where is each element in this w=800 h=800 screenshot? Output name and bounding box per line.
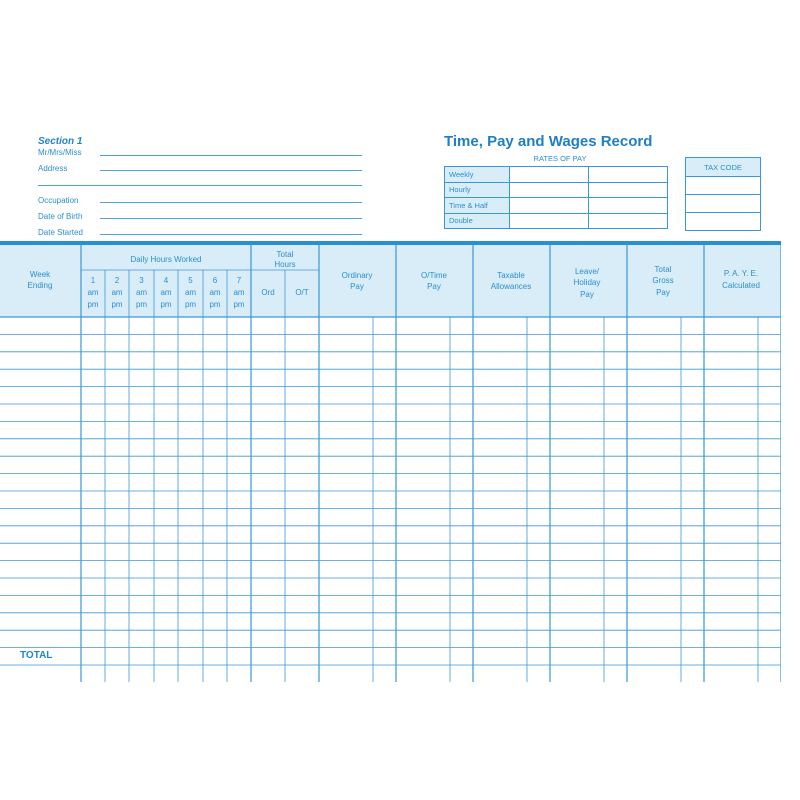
day-number: 2	[114, 276, 120, 285]
header-ordinary-pay: Pay	[350, 282, 364, 291]
section-title: Section 1	[38, 136, 83, 147]
pm-label: pm	[233, 300, 245, 309]
header-total-gross: Total	[654, 265, 672, 274]
pm-label: pm	[135, 300, 148, 309]
field-label-date-started: Date Started	[38, 228, 83, 237]
header-daily-hours-worked: Daily Hours Worked	[130, 255, 202, 264]
wages-grid	[0, 245, 781, 682]
day-number: 1	[90, 276, 96, 285]
header-leave: Leave/	[574, 267, 600, 276]
header-hours: Hours	[274, 260, 296, 269]
am-label: am	[135, 288, 148, 297]
field-line-name[interactable]	[100, 155, 362, 156]
tax-code-cell[interactable]	[686, 195, 761, 213]
field-label-date-of-birth: Date of Birth	[38, 212, 83, 221]
field-line-occupation[interactable]	[100, 202, 362, 203]
am-label: am	[160, 288, 172, 297]
day-number: 6	[212, 276, 218, 285]
rates-row-hourly	[445, 182, 668, 198]
header-ending: Ending	[27, 281, 53, 290]
header-paye: P. A. Y. E.	[723, 269, 759, 278]
rates-cell[interactable]	[589, 198, 668, 214]
am-label: am	[87, 288, 99, 297]
rates-of-pay-table	[444, 166, 668, 229]
header-ordinary: Ordinary	[341, 271, 373, 280]
header-otime: O/Time	[421, 271, 447, 280]
header-total: Total	[276, 250, 294, 259]
header-calculated: Calculated	[722, 281, 760, 290]
field-line-date-of-birth[interactable]	[100, 218, 362, 219]
rates-of-pay-caption: RATES OF PAY	[533, 154, 587, 163]
field-line-date-started[interactable]	[100, 234, 362, 235]
rates-row-weekly	[445, 167, 668, 183]
rates-cell[interactable]	[510, 198, 589, 214]
rates-row-double	[445, 213, 668, 229]
tax-code-cell[interactable]	[686, 213, 761, 231]
header-ot: O/T	[295, 288, 309, 297]
am-label: am	[111, 288, 123, 297]
header-otime-pay: Pay	[427, 282, 441, 291]
rates-cell[interactable]	[589, 213, 668, 229]
day-number: 3	[139, 276, 144, 285]
tax-code-cell[interactable]	[686, 177, 761, 195]
header-leave-pay: Pay	[580, 290, 594, 299]
day-number: 7	[236, 276, 242, 285]
am-label: am	[184, 288, 197, 297]
field-line-address-2[interactable]	[38, 185, 362, 186]
header-week: Week	[29, 270, 51, 279]
rates-label-hourly: Hourly	[445, 182, 510, 198]
am-label: am	[209, 288, 221, 297]
field-line-address[interactable]	[100, 170, 362, 171]
rates-label-weekly: Weekly	[445, 167, 510, 183]
pm-label: pm	[184, 300, 197, 309]
pm-label: pm	[209, 300, 221, 309]
day-number: 4	[163, 276, 169, 285]
rates-cell[interactable]	[510, 167, 589, 183]
field-label-address: Address	[38, 164, 68, 173]
header-allowances: Allowances	[490, 282, 532, 291]
rates-cell[interactable]	[589, 182, 668, 198]
rates-cell[interactable]	[589, 167, 668, 183]
day-number: 5	[188, 276, 193, 285]
document-title: Time, Pay and Wages Record	[444, 133, 653, 150]
am-label: am	[233, 288, 245, 297]
pm-label: pm	[87, 300, 99, 309]
rates-row-time-and-half	[445, 198, 668, 214]
tax-code-table	[685, 157, 761, 231]
rates-cell[interactable]	[510, 182, 589, 198]
tax-code-label: TAX CODE	[686, 158, 761, 177]
header-taxable: Taxable	[497, 271, 525, 280]
pm-label: pm	[111, 300, 123, 309]
field-label-occupation: Occupation	[38, 196, 79, 205]
header-gross: Gross	[652, 276, 674, 285]
header-ord: Ord	[261, 288, 275, 297]
pm-label: pm	[160, 300, 172, 309]
header-holiday: Holiday	[573, 278, 601, 287]
field-label-name: Mr/Mrs/Miss	[38, 148, 82, 157]
rates-label-double: Double	[445, 213, 510, 229]
rates-cell[interactable]	[510, 213, 589, 229]
rates-label-time-and-half: Time & Half	[445, 198, 510, 214]
header-gross-pay: Pay	[656, 288, 670, 297]
total-label: TOTAL	[20, 650, 53, 661]
